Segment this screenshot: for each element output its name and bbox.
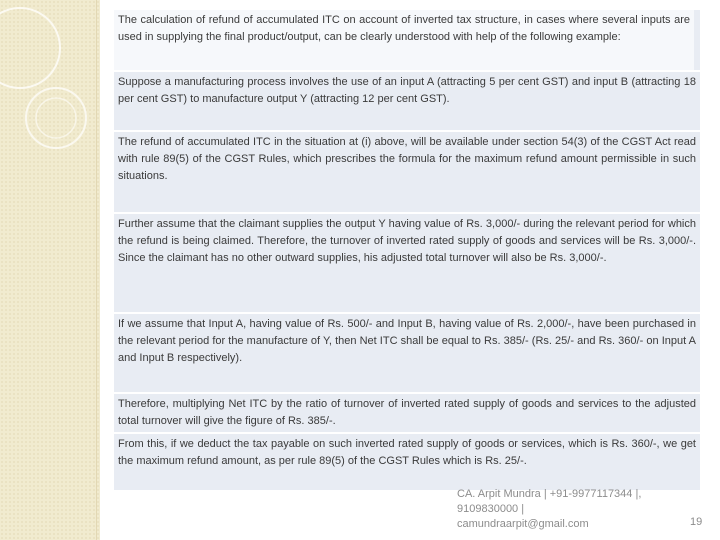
paragraph-text: From this, if we deduct the tax payable on such inverted rated supply of goods or services, which is Rs. 360/-, we get the maximum refund amount, as per rule 89(5) of the CGST Rules which is Rs. 25/-. bbox=[118, 438, 696, 467]
page-number: 19 bbox=[690, 516, 703, 528]
paragraph-text: The refund of accumulated ITC in the situation at (i) above, will be available under section 54(3) of the CGST Act read with rule 89(5) of the CGST Rules, which prescribes the formula for the maximum refund amount permissible in such situations. bbox=[118, 136, 696, 182]
paragraph-text: Therefore, multiplying Net ITC by the ratio of turnover of inverted rated supply of goods and services to the adjusted total turnover will give the figure of Rs. 385/-. bbox=[118, 398, 696, 427]
paragraph-box bbox=[114, 432, 700, 490]
footer-line: CA. Arpit Mundra | +91-9977117344 |, bbox=[457, 488, 642, 500]
paragraph-box bbox=[114, 70, 700, 130]
footer-contact bbox=[457, 487, 677, 532]
paragraph-text: Suppose a manufacturing process involves the use of an input A (attracting 5 per cent GST) and input B (attracting 18 per cent GST) to manufacture output Y (attracting 12 per cent GST). bbox=[118, 76, 696, 105]
slide-content bbox=[114, 10, 700, 490]
paragraph-text: If we assume that Input A, having value of Rs. 500/- and Input B, having value of Rs. 2,000/-, have been purchased in the relevant period for the manufacture of Y, then Net ITC shall be equal to Rs. 385/- (Rs. 25/- and Rs. 360/- on Input A and Input B respectively). bbox=[118, 318, 696, 364]
paragraph-text: The calculation of refund of accumulated ITC on account of inverted tax structure, in cases where several inputs are used in supplying the final product/output, can be clearly understood with help of the following example: bbox=[118, 14, 690, 43]
decorative-sidebar bbox=[0, 0, 100, 540]
paragraph-text: Further assume that the claimant supplies the output Y having value of Rs. 3,000/- during the relevant period for which the refund is being claimed. Therefore, the turnover of inverted rated supply of goods and services will be Rs. 3,000/-. Since the claimant has no other outward supplies, his adjusted total turnover will also be Rs. 3,000/-. bbox=[118, 218, 696, 264]
footer-email: camundraarpit@gmail.com bbox=[457, 518, 589, 530]
paragraph-box bbox=[114, 212, 700, 312]
sidebar-divider bbox=[96, 0, 97, 540]
paragraph-box bbox=[114, 10, 700, 70]
footer-line: 9109830000 | bbox=[457, 503, 525, 515]
paragraph-box bbox=[114, 312, 700, 392]
paragraph-box bbox=[114, 130, 700, 212]
decorative-circles-graphic bbox=[0, 0, 100, 540]
paragraph-box bbox=[114, 392, 700, 432]
